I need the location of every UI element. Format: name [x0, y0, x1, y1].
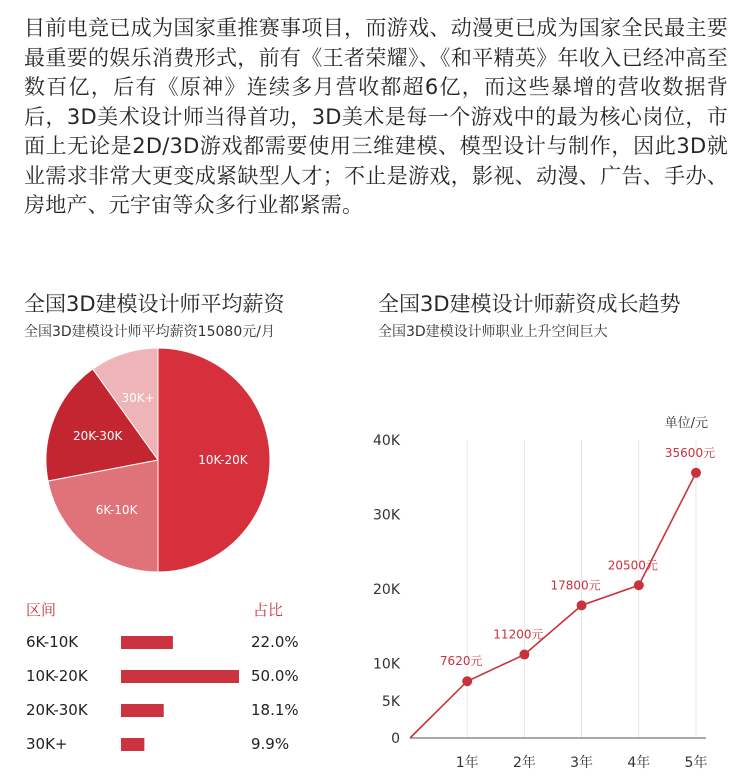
table-header-share: 占比 — [253, 601, 284, 619]
x-tick-label: 4年 — [627, 755, 651, 771]
table-row-range: 30K+ — [26, 735, 68, 753]
table-row-bar — [121, 670, 239, 683]
pie-slice-label: 30K+ — [121, 391, 155, 406]
y-tick-label: 30K — [373, 507, 400, 524]
pie-slice-label: 10K-20K — [198, 453, 248, 467]
data-point-label: 35600元 — [664, 445, 716, 460]
y-tick-label: 0 — [391, 731, 400, 747]
pie-chart-title: 全国3D建模设计师平均薪资 — [24, 292, 285, 316]
table-row-range: 20K-30K — [26, 701, 88, 719]
table-row-share: 9.9% — [251, 735, 290, 753]
table-row-range: 6K-10K — [26, 633, 79, 651]
x-tick-label: 5年 — [684, 755, 708, 771]
table-row-share: 50.0% — [251, 667, 299, 685]
pie-slice-label: 20K-30K — [72, 428, 123, 443]
data-point — [519, 650, 529, 660]
y-tick-label: 5K — [381, 693, 400, 710]
pie-slice-label: 6K-10K — [95, 503, 138, 518]
intro-paragraph: 目前电竞已成为国家重推赛事项目，而游戏、动漫更已成为国家全民最主要最重要的娱乐消费形式，前有《王者荣耀》、《和平精英》年收入已经冲高至数百亿，后有《原神》连续多月营收都超6亿，而这些暴增的营收数据背后，3D美术设计师当得首功，3D美术是每一个游戏中的最为核心岗位，市面上无论是2D/3D游戏都需要使用三维建模、模型设计与制作，因此3D就业需求非常大更变成紧缺型人才；不止是游戏，影视、动漫、广告、手办、房地产、元宇宙等众多行业都紧需。 — [24, 16, 728, 217]
table-row-share: 18.1% — [251, 701, 299, 719]
x-tick-label: 3年 — [570, 755, 594, 771]
series-line — [410, 473, 696, 738]
y-tick-label: 10K — [373, 656, 400, 673]
data-point — [691, 468, 701, 478]
x-tick-label: 1年 — [455, 755, 479, 771]
data-point-label: 7620元 — [439, 654, 483, 669]
data-point — [634, 580, 644, 590]
line-chart-title: 全国3D建模设计师薪资成长趋势 — [378, 292, 681, 316]
y-tick-label: 40K — [373, 433, 400, 449]
table-row-range: 10K-20K — [26, 667, 88, 685]
data-point-label: 11200元 — [493, 627, 544, 642]
table-row-bar — [121, 704, 164, 717]
data-point-label: 20500元 — [607, 558, 658, 573]
line-chart-subtitle: 全国3D建模设计师职业上升空间巨大 — [378, 324, 608, 340]
table-row-share: 22.0% — [251, 633, 299, 651]
salary-pie-chart — [40, 340, 340, 570]
data-point — [462, 676, 472, 686]
pie-chart-subtitle: 全国3D建模设计师平均薪资15080元/月 — [24, 324, 275, 340]
x-tick-label: 2年 — [512, 755, 536, 771]
unit-label: 单位/元 — [664, 416, 708, 431]
y-tick-label: 20K — [373, 582, 400, 598]
salary-growth-line-chart — [360, 364, 740, 784]
data-point — [577, 600, 587, 610]
data-point-label: 17800元 — [550, 578, 601, 593]
salary-share-table — [20, 598, 340, 758]
table-row-bar — [121, 738, 144, 751]
table-row-bar — [121, 636, 173, 649]
table-header-range: 区间 — [26, 601, 57, 619]
